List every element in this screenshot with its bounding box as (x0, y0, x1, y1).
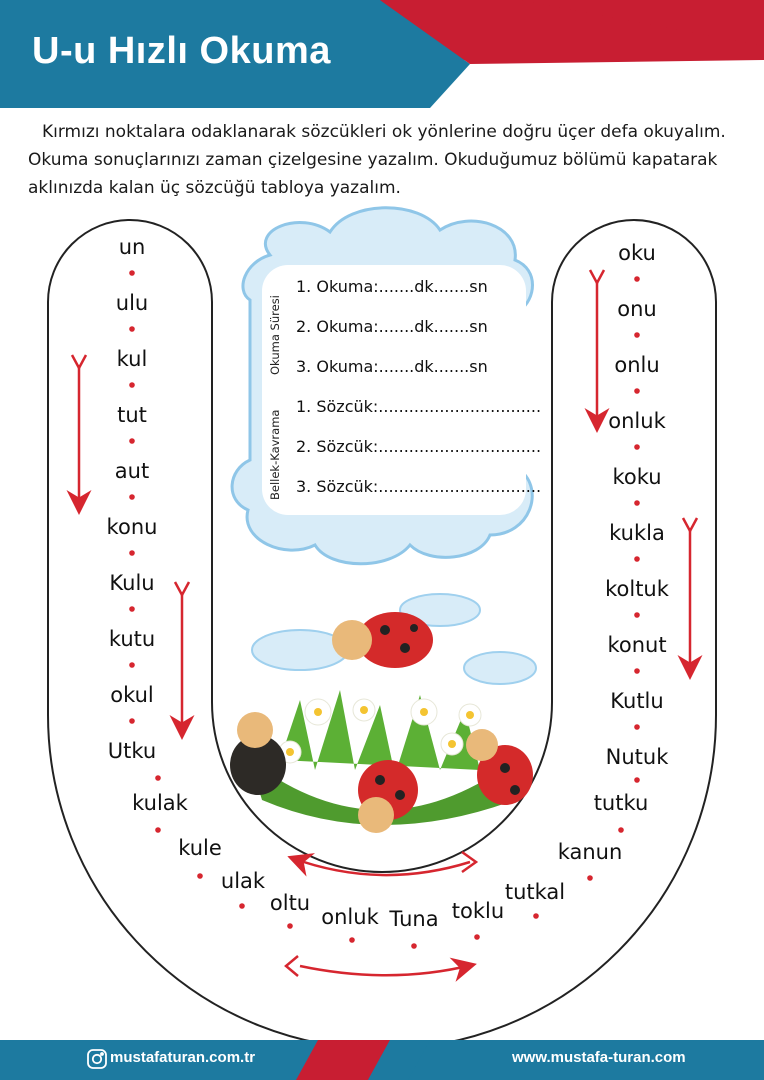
word-bottom: ulak (220, 869, 266, 893)
word-left: ulu (115, 291, 149, 315)
word-left: Kulu (109, 571, 155, 595)
instruction-line: Okuma sonuçlarınızı zaman çizelgesine yazalım. Okuduğumuz bölümü kapatarak (28, 150, 718, 170)
word-bottom: tutku (593, 791, 649, 815)
word-left: kul (116, 347, 148, 371)
cloud-box (232, 208, 532, 564)
word-bottom: kulak (132, 791, 188, 815)
word-bottom: oltu (269, 891, 311, 915)
word-bottom: toklu (451, 899, 505, 923)
word-right: Kutlu (610, 689, 664, 713)
word-right: koku (612, 465, 662, 489)
word-left: tut (117, 403, 147, 427)
word-left: okul (110, 683, 154, 707)
word-bottom: Tuna (389, 907, 439, 931)
word-right: koltuk (605, 577, 669, 601)
word-right: onlu (614, 353, 660, 377)
ladybug-garden-illustration (230, 594, 536, 833)
word-recall-line: 2. Sözcük:................................ (296, 437, 542, 456)
reading-line: 1. Okuma:.......dk.......sn (296, 277, 488, 296)
word-bottom: onluk (321, 905, 379, 929)
word-left: konu (106, 515, 158, 539)
footer-right-link[interactable]: www.mustafa-turan.com (512, 1049, 686, 1066)
word-left: Utku (107, 739, 157, 763)
word-right: kukla (609, 521, 665, 545)
word-bottom: tutkal (504, 880, 566, 904)
word-right: oku (618, 241, 656, 265)
word-right: Nutuk (605, 745, 669, 769)
word-left: kutu (108, 627, 156, 651)
memory-label: Bellek-Kavrama (268, 409, 282, 500)
word-bottom: kanun (557, 840, 623, 864)
instruction-line: aklınızda kalan üç sözcüğü tabloya yazalım. (28, 178, 401, 198)
word-left: un (118, 235, 146, 259)
word-left: aut (114, 459, 150, 483)
footer-left-link[interactable]: mustafaturan.com.tr (110, 1049, 256, 1066)
instructions (28, 118, 746, 202)
word-bottom: kule (178, 836, 222, 860)
word-recall-line: 1. Sözcük:................................ (296, 397, 542, 416)
word-right: onluk (608, 409, 666, 433)
reading-time-label: Okuma Süresi (268, 295, 282, 375)
word-recall-line: 3. Sözcük:................................ (296, 477, 542, 496)
page-title: U-u Hızlı Okuma (32, 30, 331, 72)
reading-line: 2. Okuma:.......dk.......sn (296, 317, 488, 336)
word-right: konut (607, 633, 667, 657)
instruction-line: Kırmızı noktalara odaklanarak sözcükleri ok yönlerine doğru üçer defa okuyalım. (42, 122, 726, 142)
reading-line: 3. Okuma:.......dk.......sn (296, 357, 488, 376)
word-right: onu (617, 297, 657, 321)
